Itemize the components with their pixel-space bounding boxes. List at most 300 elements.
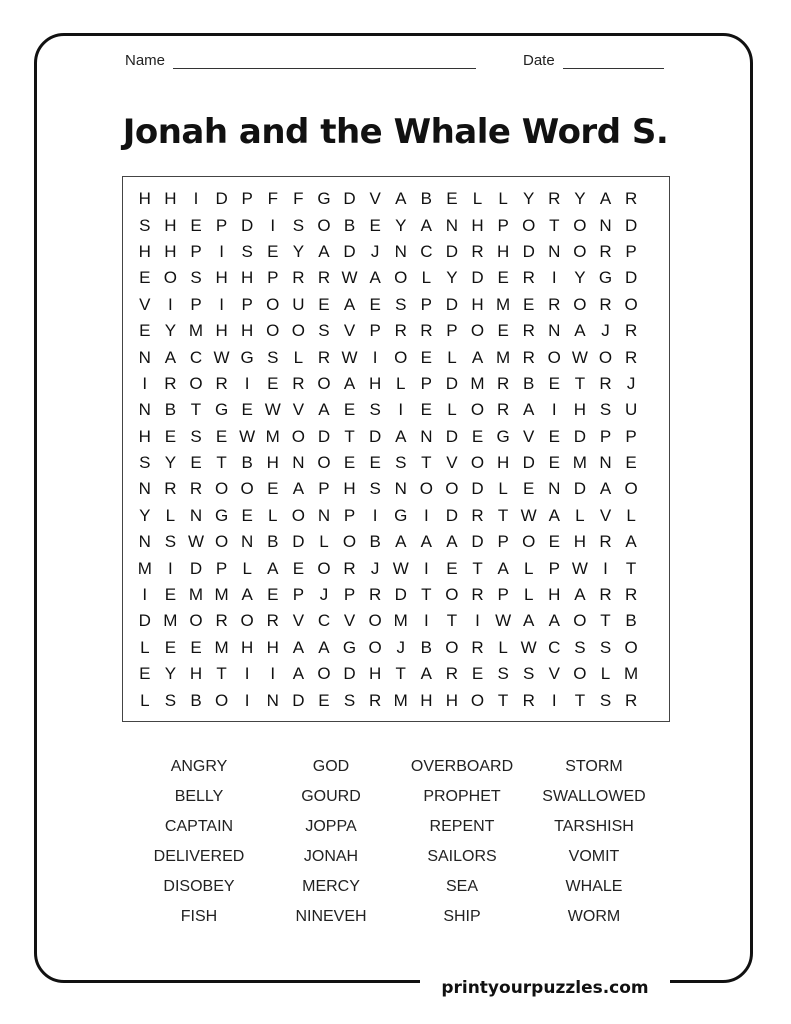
grid-cell: I: [372, 505, 378, 525]
grid-cell: V: [599, 505, 612, 525]
grid-cell: O: [189, 611, 203, 631]
grid-cell: L: [165, 505, 176, 525]
grid-cell: O: [522, 532, 536, 552]
grid-cell: M: [496, 294, 511, 314]
grid-cell: B: [343, 215, 356, 235]
grid-cell: A: [369, 268, 381, 288]
name-line: [173, 54, 476, 69]
word-list-item: CAPTAIN: [164, 818, 234, 835]
grid-cell: V: [523, 426, 535, 446]
grid-cell: D: [573, 426, 587, 446]
grid-cell: P: [241, 189, 253, 209]
grid-cell: E: [267, 585, 279, 605]
word-list-item: SHIP: [443, 908, 481, 925]
grid-cell: T: [344, 426, 355, 446]
grid-cell: N: [420, 426, 433, 446]
grid-cell: P: [497, 585, 509, 605]
grid-cell: D: [445, 426, 459, 446]
grid-cell: F: [293, 189, 304, 209]
grid-cell: M: [393, 611, 408, 631]
grid-cell: R: [292, 268, 305, 288]
grid-cell: M: [188, 321, 204, 341]
grid-cell: R: [164, 373, 177, 393]
grid-cell: P: [343, 505, 356, 525]
grid-cell: D: [292, 532, 305, 552]
grid-cell: R: [496, 400, 510, 420]
grid-cell: V: [369, 189, 381, 209]
grid-cell: H: [164, 189, 177, 209]
grid-cell: S: [599, 400, 612, 420]
grid-cell: I: [270, 215, 276, 235]
word-list-item: PROPHET: [423, 788, 501, 805]
grid-cell: L: [140, 637, 150, 657]
grid-cell: M: [623, 664, 639, 684]
grid-cell: R: [445, 664, 459, 684]
date-field: [523, 52, 664, 69]
grid-cell: E: [241, 505, 253, 525]
grid-row: [132, 635, 644, 661]
grid-cell: E: [497, 268, 509, 288]
grid-cell: T: [421, 585, 432, 605]
grid-cell: D: [369, 426, 382, 446]
grid-cell: R: [624, 347, 638, 367]
grid-cell: E: [548, 453, 560, 473]
grid-cell: S: [241, 241, 253, 261]
word-list-item: WORM: [567, 908, 621, 925]
grid-cell: E: [190, 215, 202, 235]
puzzle-grid-box: [122, 176, 670, 722]
grid-cell: E: [625, 453, 637, 473]
grid-cell: T: [472, 558, 483, 578]
grid-cell: T: [600, 611, 611, 631]
grid-cell: E: [267, 241, 279, 261]
grid-cell: S: [190, 268, 202, 288]
grid-cell: D: [471, 532, 484, 552]
grid-cell: O: [342, 532, 357, 552]
grid-cell: O: [214, 690, 229, 710]
grid-cell: O: [368, 611, 382, 631]
grid-row: [132, 608, 644, 634]
grid-cell: V: [292, 611, 305, 631]
grid-cell: L: [600, 664, 611, 684]
grid-cell: L: [498, 479, 508, 499]
grid-cell: B: [241, 453, 253, 473]
grid-cell: E: [446, 558, 458, 578]
grid-cell: D: [624, 268, 638, 288]
grid-cell: P: [420, 373, 432, 393]
grid-cell: O: [240, 611, 254, 631]
grid-cell: E: [318, 690, 330, 710]
word-list-item: JOPPA: [305, 818, 357, 835]
grid-cell: Y: [139, 505, 151, 525]
grid-cell: J: [396, 637, 405, 657]
grid-cell: S: [523, 664, 535, 684]
grid-cell: V: [292, 400, 305, 420]
grid-cell: F: [267, 189, 278, 209]
grid-cell: R: [317, 268, 331, 288]
grid-cell: D: [317, 426, 331, 446]
grid-cell: S: [139, 215, 151, 235]
grid-cell: D: [471, 268, 484, 288]
grid-cell: E: [139, 268, 151, 288]
grid-cell: T: [446, 611, 458, 631]
grid-cell: O: [573, 215, 587, 235]
grid-row: [132, 529, 644, 555]
grid-cell: R: [522, 268, 535, 288]
grid-cell: G: [342, 637, 357, 657]
grid-cell: T: [216, 664, 227, 684]
grid-cell: R: [292, 373, 305, 393]
grid-cell: I: [398, 400, 404, 420]
grid-cell: G: [240, 347, 254, 367]
grid-cell: N: [394, 479, 407, 499]
grid-cell: G: [214, 400, 229, 420]
grid-row: [132, 555, 644, 581]
grid-cell: R: [394, 321, 407, 341]
grid-cell: E: [164, 637, 177, 657]
grid-cell: R: [548, 189, 561, 209]
grid-cell: A: [395, 532, 407, 552]
grid-cell: O: [624, 479, 638, 499]
grid-cell: P: [215, 558, 228, 578]
grid-cell: E: [523, 294, 535, 314]
grid-cell: S: [318, 321, 330, 341]
grid-cell: S: [139, 453, 151, 473]
grid-cell: O: [291, 426, 305, 446]
grid-cell: H: [496, 241, 510, 261]
grid-cell: E: [369, 294, 381, 314]
grid-cell: D: [471, 479, 484, 499]
grid-cell: D: [394, 585, 407, 605]
grid-cell: O: [291, 505, 305, 525]
grid-cell: A: [420, 664, 432, 684]
word-list-item: DELIVERED: [153, 848, 245, 865]
grid-cell: W: [213, 347, 230, 367]
grid-cell: C: [548, 637, 561, 657]
grid-cell: L: [268, 505, 278, 525]
word-list-item: VOMIT: [568, 848, 620, 865]
grid-cell: E: [139, 321, 151, 341]
grid-cell: W: [571, 347, 588, 367]
grid-cell: O: [419, 479, 433, 499]
grid-cell: I: [142, 585, 148, 605]
grid-cell: O: [573, 294, 587, 314]
grid-cell: A: [420, 215, 432, 235]
grid-cell: A: [292, 664, 305, 684]
grid-cell: S: [395, 453, 407, 473]
grid-cell: N: [241, 532, 254, 552]
grid-cell: A: [343, 294, 356, 314]
grid-cell: O: [317, 215, 331, 235]
grid-cell: R: [624, 690, 638, 710]
grid-cell: I: [551, 400, 557, 420]
name-label: Name: [125, 52, 166, 69]
grid-cell: P: [190, 294, 202, 314]
grid-cell: B: [369, 532, 381, 552]
grid-cell: S: [267, 347, 279, 367]
grid-cell: P: [548, 558, 560, 578]
grid-cell: O: [445, 585, 459, 605]
grid-cell: W: [520, 505, 537, 525]
grid-cell: L: [447, 400, 457, 420]
grid-cell: O: [266, 294, 280, 314]
grid-cell: H: [266, 637, 279, 657]
grid-cell: T: [421, 453, 432, 473]
grid-cell: N: [548, 321, 561, 341]
grid-cell: A: [548, 505, 560, 525]
grid-cell: W: [341, 268, 358, 288]
grid-cell: I: [168, 294, 173, 314]
grid-cell: R: [471, 585, 484, 605]
grid-cell: S: [343, 690, 356, 710]
footer-site-label: printyourpuzzles.com: [420, 976, 670, 1000]
grid-cell: T: [497, 505, 509, 525]
grid-cell: R: [624, 189, 638, 209]
grid-cell: H: [138, 189, 151, 209]
grid-cell: A: [471, 347, 484, 367]
grid-cell: R: [522, 690, 535, 710]
grid-cell: O: [445, 479, 459, 499]
grid-cell: P: [241, 294, 253, 314]
grid-cell: A: [523, 400, 535, 420]
grid-cell: R: [624, 321, 638, 341]
grid-cell: P: [369, 321, 381, 341]
grid-cell: R: [599, 585, 612, 605]
grid-cell: O: [573, 241, 587, 261]
grid-cell: R: [496, 373, 510, 393]
grid-cell: O: [317, 453, 331, 473]
date-line: [563, 54, 664, 69]
grid-cell: M: [214, 585, 229, 605]
grid-cell: N: [138, 400, 151, 420]
grid-cell: G: [317, 189, 331, 209]
grid-cell: G: [496, 426, 510, 446]
grid-cell: A: [292, 479, 305, 499]
grid-row: [132, 687, 644, 713]
grid-cell: H: [215, 268, 228, 288]
grid-cell: C: [317, 611, 331, 631]
grid-row: [132, 371, 644, 397]
grid-cell: M: [214, 637, 229, 657]
grid-cell: N: [138, 479, 151, 499]
grid-cell: N: [138, 347, 151, 367]
grid-cell: L: [242, 558, 252, 578]
grid-cell: A: [574, 585, 586, 605]
grid-cell: L: [293, 347, 304, 367]
grid-cell: J: [370, 241, 380, 261]
grid-row: [132, 292, 644, 318]
grid-cell: W: [341, 347, 358, 367]
grid-cell: L: [523, 558, 534, 578]
grid-cell: M: [572, 453, 587, 473]
grid-cell: I: [168, 558, 173, 578]
grid-cell: H: [445, 690, 459, 710]
grid-cell: T: [574, 690, 586, 710]
grid-cell: R: [420, 321, 433, 341]
grid-cell: D: [445, 505, 459, 525]
grid-cell: R: [317, 347, 331, 367]
grid-cell: Y: [523, 189, 535, 209]
grid-cell: O: [189, 373, 203, 393]
grid-cell: T: [497, 690, 509, 710]
grid-cell: O: [266, 321, 280, 341]
grid-cell: O: [317, 373, 331, 393]
grid-cell: V: [343, 321, 356, 341]
grid-cell: O: [317, 558, 331, 578]
grid-cell: R: [369, 585, 382, 605]
grid-cell: O: [470, 321, 485, 341]
grid-cell: P: [267, 268, 279, 288]
grid-row: [132, 344, 644, 370]
grid-cell: D: [445, 294, 459, 314]
grid-cell: R: [471, 637, 484, 657]
grid-cell: B: [164, 400, 177, 420]
grid-cell: E: [548, 373, 560, 393]
grid-cell: I: [372, 347, 378, 367]
grid-cell: D: [189, 558, 203, 578]
puzzle-grid: [132, 186, 644, 714]
grid-cell: H: [189, 664, 203, 684]
grid-cell: E: [548, 532, 560, 552]
grid-cell: T: [395, 664, 406, 684]
grid-cell: H: [343, 479, 356, 499]
grid-cell: B: [420, 637, 432, 657]
grid-cell: A: [318, 400, 330, 420]
word-list-item: SAILORS: [427, 848, 497, 865]
grid-cell: H: [548, 585, 561, 605]
name-field: [125, 52, 476, 69]
grid-cell: J: [626, 373, 636, 393]
grid-cell: W: [495, 611, 512, 631]
word-list-item: REPENT: [429, 818, 495, 835]
grid-cell: H: [369, 664, 382, 684]
grid-cell: A: [164, 347, 177, 367]
word-list-item: SWALLOWED: [542, 788, 646, 805]
grid-cell: E: [139, 664, 151, 684]
grid-cell: T: [549, 215, 560, 235]
grid-cell: Y: [292, 241, 305, 261]
grid-cell: E: [164, 426, 177, 446]
grid-cell: A: [395, 189, 407, 209]
grid-cell: A: [267, 558, 279, 578]
grid-cell: N: [445, 215, 459, 235]
grid-cell: O: [470, 453, 485, 473]
grid-cell: R: [599, 294, 612, 314]
word-list-item: NINEVEH: [295, 908, 367, 925]
grid-cell: T: [216, 453, 227, 473]
grid-cell: S: [369, 479, 381, 499]
grid-cell: Y: [446, 268, 458, 288]
grid-cell: O: [214, 479, 229, 499]
grid-cell: H: [266, 453, 279, 473]
grid-cell: S: [599, 690, 612, 710]
grid-row: [132, 186, 644, 212]
grid-cell: R: [599, 373, 612, 393]
grid-cell: D: [215, 189, 228, 209]
grid-cell: E: [190, 453, 202, 473]
grid-cell: O: [291, 321, 305, 341]
grid-cell: D: [343, 664, 356, 684]
grid-cell: V: [446, 453, 458, 473]
grid-cell: H: [471, 215, 484, 235]
word-list-item: SEA: [445, 878, 478, 895]
grid-cell: L: [498, 637, 508, 657]
grid-cell: U: [624, 400, 638, 420]
grid-cell: I: [603, 558, 608, 578]
grid-cell: Y: [164, 664, 177, 684]
grid-cell: S: [395, 294, 407, 314]
grid-cell: E: [446, 189, 458, 209]
word-list-item: GOURD: [301, 788, 361, 805]
grid-cell: D: [343, 189, 356, 209]
grid-cell: O: [522, 215, 536, 235]
grid-cell: D: [138, 611, 151, 631]
grid-cell: B: [420, 189, 432, 209]
grid-cell: E: [471, 426, 484, 446]
grid-cell: E: [267, 373, 279, 393]
grid-cell: G: [394, 505, 408, 525]
grid-cell: H: [164, 215, 177, 235]
grid-cell: E: [292, 558, 305, 578]
grid-cell: A: [395, 426, 407, 446]
grid-cell: L: [626, 505, 636, 525]
grid-cell: O: [368, 637, 382, 657]
grid-cell: R: [215, 611, 228, 631]
grid-cell: E: [523, 479, 535, 499]
grid-cell: W: [264, 400, 281, 420]
grid-cell: J: [319, 585, 329, 605]
grid-cell: H: [241, 321, 254, 341]
grid-cell: W: [571, 558, 588, 578]
grid-cell: A: [446, 532, 458, 552]
grid-cell: B: [625, 611, 637, 631]
grid-cell: E: [369, 215, 381, 235]
grid-cell: N: [292, 453, 305, 473]
grid-cell: M: [393, 690, 408, 710]
grid-cell: N: [548, 241, 561, 261]
grid-cell: V: [343, 611, 356, 631]
grid-cell: I: [219, 294, 224, 314]
grid-cell: L: [140, 690, 150, 710]
grid-row: [132, 503, 644, 529]
grid-cell: O: [470, 400, 485, 420]
grid-cell: H: [215, 321, 228, 341]
grid-cell: E: [343, 400, 356, 420]
grid-cell: E: [420, 347, 432, 367]
grid-cell: C: [420, 241, 433, 261]
grid-cell: I: [270, 664, 276, 684]
grid-row: [132, 397, 644, 423]
grid-cell: G: [598, 268, 613, 288]
grid-cell: I: [244, 373, 250, 393]
grid-cell: H: [573, 532, 587, 552]
grid-cell: R: [522, 321, 535, 341]
grid-cell: V: [548, 664, 560, 684]
grid-cell: R: [164, 479, 177, 499]
grid-cell: I: [219, 241, 224, 261]
grid-cell: E: [548, 426, 560, 446]
word-list-item: ANGRY: [170, 758, 228, 775]
grid-cell: R: [189, 479, 203, 499]
grid-cell: Y: [164, 321, 177, 341]
grid-row: [132, 265, 644, 291]
grid-cell: R: [624, 585, 638, 605]
grid-cell: M: [496, 347, 511, 367]
grid-cell: P: [497, 532, 509, 552]
grid-cell: A: [343, 373, 356, 393]
grid-cell: W: [520, 637, 537, 657]
grid-cell: E: [420, 400, 432, 420]
